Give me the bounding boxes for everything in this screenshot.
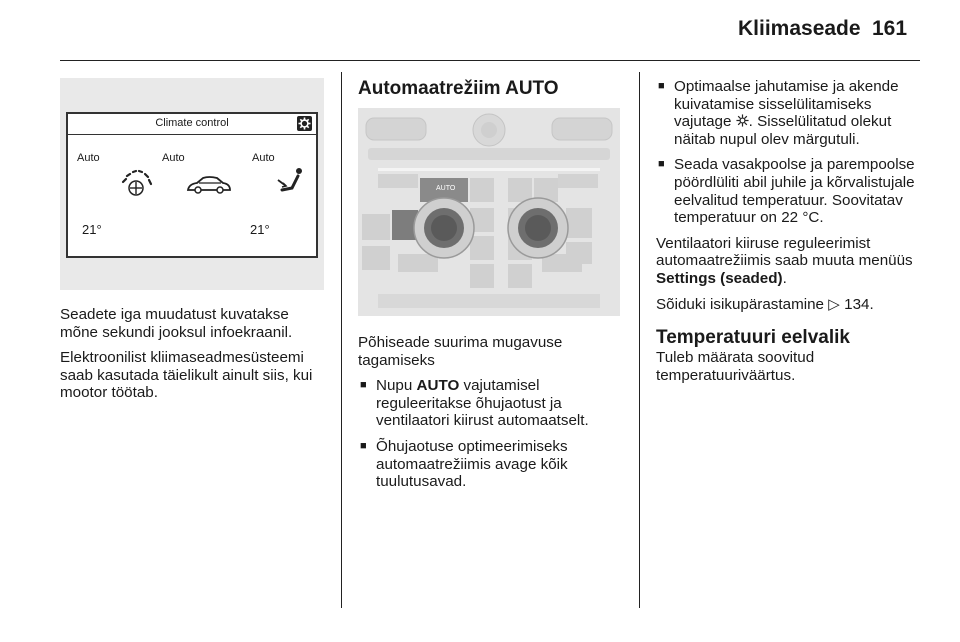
display-title: Climate control: [155, 117, 229, 129]
control-panel-photo: [358, 108, 620, 316]
bullet-temperature: ■ Seada vasakpoolse ja parempoolse pöördlüliti abil juhile ja kõrvalistujale eelvalitud temperatuur. Soovitatav temperatuur on 22 °C.: [656, 156, 924, 226]
panel-auto-label: AUTO: [436, 185, 456, 192]
control-panel-illustration: [358, 108, 620, 316]
paragraph-temperature-value: Tuleb määrata soovitud temperatuuriväärtus.: [656, 349, 815, 384]
header-rule: [60, 60, 920, 61]
fan-speed-icon: [118, 166, 156, 198]
bullet-auto-button: ■ Nupu AUTO vajutamisel reguleeritakse õhujaotust ja ventilaatori kiirust automaatselt.: [358, 377, 630, 430]
heading-auto-mode: Automaatrežiim AUTO: [358, 78, 559, 99]
air-distribution-car-icon: [185, 174, 233, 196]
column-2-text: [358, 334, 630, 499]
bullet-vents: ■ Õhujaotuse optimeerimiseks automaatrežiimis avage kõik tuulutusavad.: [358, 438, 630, 491]
auto-mode-bullets: [358, 377, 630, 491]
auto-label-seat: Auto: [252, 152, 275, 164]
bullet-cooling: ■ Optimaalse jahutamise ja akende kuivatamise sisselülitamiseks vajutage . Sisselülitatud olekut näitab nupul olev märgutuli.: [656, 78, 924, 148]
column-divider-2: [639, 72, 640, 608]
column-1-text: [60, 306, 330, 410]
cross-reference-arrow: ▷: [828, 295, 840, 313]
auto-label-distribution: Auto: [162, 152, 185, 164]
temp-left: 21°: [82, 222, 102, 237]
paragraph-fan-speed: Ventilaatori kiiruse reguleerimist automaatrežiimis saab muuta menüüs Settings (seaded).: [656, 234, 913, 287]
paragraph-personalization: Sõiduki isikupärastamine ▷ 134.: [656, 295, 874, 313]
section-title: Kliimaseade: [738, 17, 861, 40]
paragraph-display-changes: Seadete iga muudatust kuvatakse mõne sekundi jooksul infoekraanil.: [60, 306, 293, 341]
cooling-bullets: [656, 78, 924, 227]
column-3-text: [656, 78, 924, 392]
page-number: 161: [872, 17, 908, 40]
display-header: [68, 114, 316, 135]
paragraph-comfort: Põhiseade suurima mugavuse tagamiseks: [358, 334, 563, 369]
climate-display-screen: [66, 112, 318, 258]
column-2-heading: [358, 78, 628, 104]
auto-label-fan: Auto: [77, 152, 100, 164]
paragraph-engine-note: Elektroonilist kliimaseadmesüsteemi saab kasutada täielikult ainult siis, kui mootor töötab.: [60, 349, 313, 402]
climate-display-figure: [60, 78, 324, 290]
heading-temperature-preset: Temperatuuri eelvalik: [656, 327, 850, 349]
column-divider-1: [341, 72, 342, 608]
seat-airflow-icon: [274, 166, 308, 198]
gear-icon: [297, 116, 312, 131]
ac-snowflake-icon: [736, 114, 749, 127]
temp-right: 21°: [250, 222, 270, 237]
